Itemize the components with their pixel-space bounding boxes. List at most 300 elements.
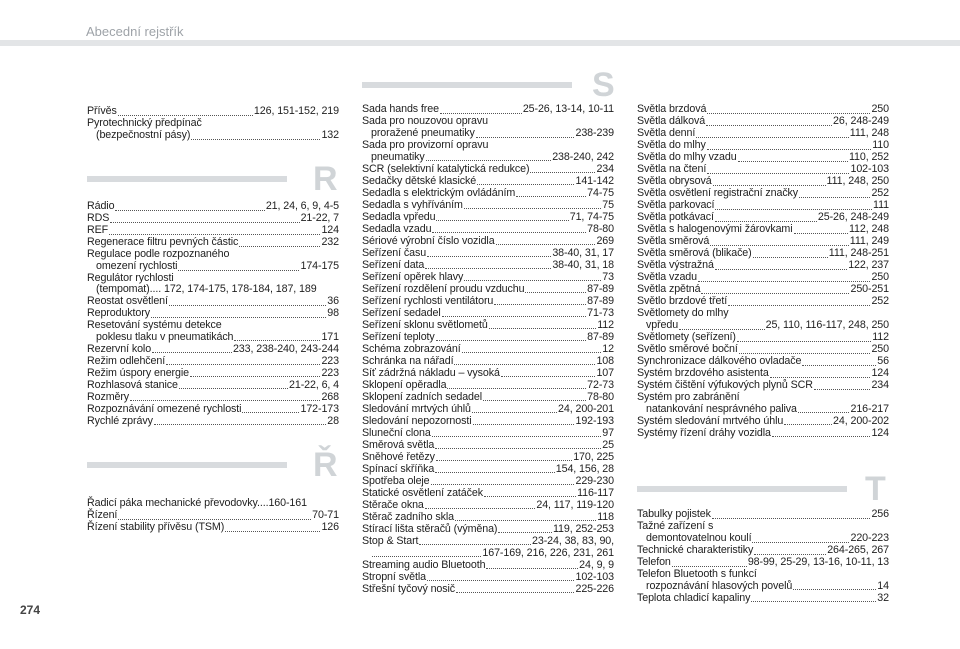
dot-leader (712, 509, 871, 519)
entry-pages: 38-40, 31, 17 (552, 246, 614, 259)
entry-pages: 23-24, 38, 83, 90, (532, 534, 614, 547)
dot-leader (707, 164, 849, 174)
index-entry (87, 308, 339, 320)
entry-term: Rozměry (87, 390, 130, 403)
entry-pages: 250-251 (850, 283, 889, 296)
dot-leader (151, 308, 326, 318)
dot-leader (679, 320, 765, 330)
index-entry (637, 380, 889, 392)
index-entry (637, 403, 889, 415)
index-column-1-r (87, 201, 339, 427)
header-bar (0, 40, 960, 46)
index-entry (637, 248, 889, 260)
dot-leader (178, 261, 299, 271)
entry-pages: 28 (327, 414, 339, 427)
entry-pages: 14 (877, 579, 889, 592)
entry-pages: 21, 24, 6, 9, 4-5 (265, 200, 339, 213)
dot-leader (516, 187, 586, 197)
index-entry (362, 463, 614, 475)
index-entry (87, 225, 339, 237)
entry-term: Rezervní kolo (87, 342, 152, 355)
entry-term: Světlo směrové boční (637, 343, 738, 355)
dot-leader (494, 295, 586, 305)
entry-term: rozpoznávání hlasových povelů (646, 579, 793, 592)
dot-leader (476, 128, 575, 138)
index-entry: Sada pro nouzovou opravu (362, 115, 488, 127)
index-entry (637, 164, 889, 176)
entry-term: demontovatelnou koulí (646, 532, 752, 544)
index-entry (87, 510, 339, 522)
index-entry (362, 535, 614, 547)
entry-term: SCR (selektivní katalytická redukce) (362, 162, 530, 175)
dot-leader (738, 152, 848, 162)
entry-pages: 98-99, 25-29, 13-16, 10-11, 13 (747, 556, 889, 568)
entry-pages: 111, 248 (849, 127, 889, 140)
entry-term: Světlomety (seřízení) (637, 331, 736, 343)
section-letter-t: T (865, 470, 886, 508)
dot-leader (814, 380, 871, 390)
entry-term: Sklopení opěradla (362, 378, 447, 391)
entry-pages: 124 (321, 224, 339, 237)
index-column-1-rr (87, 498, 339, 534)
entry-pages: 238-239 (575, 127, 614, 139)
entry-term: Spotřeba oleje (362, 474, 430, 487)
dot-leader (802, 356, 876, 366)
entry-term: Stírací lišta stěračů (výměna) (362, 522, 498, 535)
dot-leader (432, 223, 586, 233)
index-entry (637, 200, 889, 212)
index-entry: Tažné zařízení s (637, 520, 714, 532)
dot-leader (442, 307, 587, 317)
entry-term: Střešní tyčový nosič (362, 582, 456, 595)
index-entry (362, 487, 614, 499)
index-entry (362, 199, 614, 211)
entry-pages: 233, 238-240, 243-244 (232, 342, 339, 355)
entry-term: Seřízení rozdělení proudu vzduchu (362, 282, 525, 295)
entry-pages: 256 (871, 508, 889, 521)
dot-leader (715, 212, 817, 222)
entry-pages: 108 (596, 354, 614, 367)
index-entry (637, 533, 889, 545)
index-entry (362, 499, 614, 511)
entry-term: Režim úspory energie (87, 366, 189, 379)
dot-leader (166, 355, 320, 365)
entry-term: Seřízení sklonu světlometů (362, 318, 488, 331)
dot-leader (484, 487, 576, 497)
entry-pages: 24, 200-202 (833, 414, 889, 427)
index-entry (362, 343, 614, 355)
index-entry (362, 559, 614, 571)
index-entry (637, 284, 889, 296)
entry-pages: 250 (871, 343, 889, 355)
index-entry: (tempomat).... 172, 174-175, 178-184, 187, 189 (96, 283, 317, 296)
dot-leader (426, 151, 552, 161)
dot-leader (793, 580, 876, 590)
entry-term: RDS (87, 212, 110, 225)
entry-term: Synchronizace dálkového ovladače (637, 355, 802, 367)
index-column-3-top (637, 104, 889, 439)
entry-term: Světla vzadu (637, 271, 697, 284)
entry-term: Seřízení sedadel (362, 306, 441, 319)
dot-leader (436, 451, 572, 461)
entry-pages: 111 (873, 199, 889, 212)
entry-pages: 119, 252-253 (553, 522, 614, 535)
entry-pages: 97 (602, 426, 614, 439)
entry-term: Teplota chladicí kapaliny (637, 591, 751, 604)
dot-leader (751, 592, 876, 602)
page-number: 274 (20, 603, 41, 617)
dot-leader (715, 260, 847, 270)
entry-term: Stropní světla (362, 570, 426, 583)
index-entry (637, 415, 889, 427)
section-rr-divider (87, 438, 339, 496)
entry-term: Systém brzdového asistenta (637, 367, 769, 379)
entry-pages: 102-103 (850, 163, 889, 176)
index-entry (87, 343, 339, 355)
index-entry (87, 391, 339, 403)
entry-pages: 174-175 (300, 260, 339, 272)
index-entry (362, 439, 614, 451)
entry-term: Rádio (87, 200, 115, 213)
entry-pages: 32 (877, 591, 889, 604)
index-entry (362, 511, 614, 523)
index-entry (87, 261, 339, 273)
entry-term: Světla dálková (637, 115, 706, 128)
entry-term: Systémy řízení dráhy vozidla (637, 426, 771, 439)
entry-term: Sledování mrtvých úhlů (362, 402, 471, 415)
entry-term: Sériové výrobní číslo vozidla (362, 234, 495, 247)
dot-leader (715, 200, 872, 210)
entry-pages: 25-26, 13-14, 10-11 (522, 103, 614, 116)
index-entry (87, 331, 339, 343)
entry-pages: 216-217 (850, 402, 889, 415)
entry-term: Systém sledování mrtvého úhlu (637, 414, 784, 427)
entry-term: Světla směrová (637, 235, 710, 248)
index-entry (637, 332, 889, 344)
dot-leader (754, 545, 826, 555)
entry-term: Seřízení rychlosti ventilátoru (362, 294, 494, 307)
dot-leader (109, 225, 320, 235)
index-entry (362, 331, 614, 343)
index-entry (637, 272, 889, 284)
entry-term: natankování nesprávného paliva (646, 402, 797, 415)
entry-pages: 21-22, 7 (300, 212, 339, 225)
index-entry (362, 415, 614, 427)
entry-term: Stop & Start (362, 534, 419, 547)
dot-leader (152, 343, 232, 353)
dot-leader (425, 499, 536, 509)
entry-term: Řízení stability přívěsu (TSM) (87, 521, 225, 533)
index-entry (362, 403, 614, 415)
entry-term: Sedadla vzadu (362, 222, 432, 235)
entry-pages: 238-240, 242 (552, 150, 614, 163)
entry-term: Stěrač zadního skla (362, 510, 454, 523)
dot-leader (234, 331, 320, 341)
entry-term: Světla do mlhy vzadu (637, 151, 737, 164)
entry-pages: 73 (602, 270, 614, 283)
entry-pages: 12 (602, 342, 614, 355)
dot-leader (432, 427, 602, 437)
dot-leader (239, 237, 320, 247)
index-entry (637, 260, 889, 272)
entry-term: Řízení (87, 509, 118, 521)
entry-term: Síť zádržná nákladu – vysoká (362, 366, 500, 379)
dot-leader (798, 403, 850, 413)
index-entry (362, 128, 614, 140)
entry-term: Stěrače okna (362, 498, 424, 511)
index-entry: Pyrotechnický předpínač (87, 117, 202, 129)
entry-pages: 223 (321, 366, 339, 379)
entry-term: Světla na čtení (637, 163, 707, 176)
dot-leader (707, 104, 870, 114)
index-entry (362, 283, 614, 295)
dot-leader (501, 367, 596, 377)
index-entry (87, 367, 339, 379)
entry-term: Systém čištění výfukových plynů SCR (637, 379, 813, 391)
dot-leader (436, 211, 568, 221)
dot-leader (427, 571, 575, 581)
entry-term: proražené pneumatiky (371, 127, 475, 139)
entry-pages: 118 (597, 510, 614, 523)
dot-leader (435, 439, 601, 449)
index-entry (362, 427, 614, 439)
entry-pages: 25-26, 248-249 (817, 211, 889, 224)
entry-pages: 229-230 (575, 474, 614, 487)
entry-pages: 264-265, 267 (827, 544, 889, 556)
index-entry (637, 545, 889, 557)
entry-pages: 172-173 (300, 402, 339, 415)
index-entry: Světlomety do mlhy (637, 307, 729, 319)
entry-term: Sklopení zadních sedadel (362, 390, 483, 403)
dot-leader (753, 248, 828, 258)
index-entry (87, 130, 339, 142)
entry-term: Rozpoznávání omezené rychlosti (87, 402, 242, 415)
entry-pages: 269 (596, 234, 614, 247)
dot-leader (710, 236, 849, 246)
index-entry: Řadicí páka mechanické převodovky....160-161 (87, 497, 307, 509)
index-entry (637, 152, 889, 164)
dot-leader (169, 296, 326, 306)
entry-pages: 112, 248 (848, 223, 889, 236)
entry-term: Světla osvětlení registrační značky (637, 187, 799, 200)
index-entry (362, 151, 614, 163)
entry-term: Rozhlasová stanice (87, 378, 178, 391)
dot-leader (696, 128, 849, 138)
entry-pages: 111, 249 (849, 235, 889, 248)
page-header-title: Abecední rejstřík (86, 24, 196, 39)
index-entry (362, 271, 614, 283)
entry-pages: 141-142 (575, 174, 614, 187)
entry-term: Směrová světla (362, 438, 435, 451)
dot-leader (372, 547, 481, 557)
index-entry (637, 176, 889, 188)
entry-pages: 107 (596, 366, 614, 379)
section-letter-rr: Ř (313, 446, 338, 484)
index-entry (637, 236, 889, 248)
entry-pages: 26, 248-249 (833, 115, 889, 128)
entry-pages: 132 (321, 129, 339, 141)
index-entry (362, 571, 614, 583)
index-entry: Regulátor rychlosti (87, 271, 174, 284)
entry-pages: 232 (321, 236, 339, 249)
entry-term: Sněhové řetězy (362, 450, 435, 463)
dot-leader (118, 510, 311, 520)
index-entry (637, 427, 889, 439)
dot-leader (225, 522, 320, 532)
entry-pages: 124 (871, 367, 889, 379)
entry-term: Seřízení data (362, 258, 425, 271)
dot-leader (435, 463, 555, 473)
dot-leader (486, 559, 578, 569)
entry-term: Sedadla vpředu (362, 210, 436, 223)
index-entry (362, 451, 614, 463)
entry-pages: 24, 200-201 (558, 402, 614, 415)
dot-leader (706, 116, 832, 126)
entry-pages: 24, 117, 119-120 (536, 498, 614, 511)
dot-leader (784, 415, 832, 425)
entry-pages: 250 (871, 271, 889, 284)
entry-pages: 112 (597, 318, 614, 331)
index-entry (637, 128, 889, 140)
entry-term: Schéma zobrazování (362, 342, 461, 355)
index-entry (362, 163, 614, 175)
dot-leader (794, 224, 848, 234)
entry-pages: 78-80 (587, 222, 614, 235)
dot-leader (483, 391, 586, 401)
dot-leader (462, 343, 602, 353)
index-entry (362, 475, 614, 487)
entry-term: Seřízení času (362, 246, 427, 259)
dot-leader (110, 213, 299, 223)
dot-leader (154, 415, 326, 425)
index-entry (362, 259, 614, 271)
index-entry (87, 522, 339, 534)
entry-term: Světla výstražná (637, 259, 714, 272)
entry-pages: 234 (871, 379, 889, 391)
index-entry: Resetování systému detekce (87, 318, 222, 331)
entry-pages: 36 (327, 295, 339, 308)
index-entry: Sada pro provizorní opravu (362, 138, 489, 151)
entry-term: Sedadla s elektrickým ovládáním (362, 186, 516, 199)
entry-term: Světla brzdová (637, 103, 707, 116)
dot-leader (707, 140, 872, 150)
entry-term: Světla zpětná (637, 283, 701, 296)
index-entry (637, 580, 889, 592)
entry-pages: 252 (871, 295, 889, 308)
entry-pages: 78-80 (587, 390, 614, 403)
entry-term: Sedačky dětské klasické (362, 174, 477, 187)
dot-leader (473, 415, 575, 425)
entry-pages: 234 (596, 162, 614, 175)
entry-pages: 87-89 (587, 282, 614, 295)
entry-term: Světla směrová (blikače) (637, 247, 752, 260)
entry-term: poklesu tlaku v pneumatikách (96, 330, 234, 343)
dot-leader (472, 403, 557, 413)
index-column-2-s (362, 104, 614, 595)
entry-term: Rychlé zprávy (87, 414, 153, 427)
entry-pages: 102-103 (575, 570, 614, 583)
entry-term: Sada hands free (362, 103, 439, 116)
index-entry (637, 320, 889, 332)
index-entry (637, 344, 889, 356)
entry-pages: 126, 151-152, 219 (253, 105, 339, 118)
entry-term: Sledování nepozornosti (362, 414, 472, 427)
dot-leader (672, 557, 747, 567)
entry-pages: 110, 252 (848, 151, 889, 164)
entry-term: Telefon (637, 556, 671, 568)
dot-leader (118, 106, 253, 116)
entry-term: Seřízení opěrek hlavy (362, 270, 464, 283)
index-entry (362, 175, 614, 187)
index-entry (362, 307, 614, 319)
entry-pages: 71, 74-75 (569, 210, 614, 223)
dot-leader (701, 284, 849, 294)
section-letter-r: R (313, 160, 338, 198)
entry-pages: 74-75 (587, 186, 614, 199)
entry-term: Světla parkovací (637, 199, 715, 212)
index-entry (362, 235, 614, 247)
dot-leader (427, 247, 551, 257)
entry-term: Seřízení teploty (362, 330, 435, 343)
index-entry (637, 356, 889, 368)
entry-term: Streaming audio Bluetooth (362, 558, 486, 571)
entry-term: Reostat osvětlení (87, 295, 168, 308)
entry-term: (bezpečnostní pásy) (96, 129, 191, 141)
index-entry (362, 547, 614, 559)
dot-leader (770, 368, 871, 378)
entry-term: Reproduktory (87, 307, 150, 320)
dot-leader (431, 475, 575, 485)
entry-term: REF (87, 224, 109, 237)
entry-term: Světla denní (637, 127, 696, 140)
entry-pages: 111, 248, 250 (826, 175, 889, 188)
dot-leader (242, 403, 299, 413)
dot-leader (698, 272, 870, 282)
index-column-3-t (637, 509, 889, 604)
index-entry (362, 187, 614, 199)
index-entry (637, 104, 889, 116)
dot-leader (728, 296, 870, 306)
dot-leader (454, 355, 595, 365)
dot-leader (436, 331, 586, 341)
entry-pages: 98 (327, 307, 339, 320)
entry-pages: 171 (321, 330, 339, 343)
index-entry (362, 295, 614, 307)
index-entry (637, 188, 889, 200)
index-entry (362, 583, 614, 595)
dot-leader (772, 427, 871, 437)
dot-leader (464, 199, 602, 209)
dot-leader (737, 332, 871, 342)
entry-pages: 223 (321, 354, 339, 367)
index-entry (637, 224, 889, 236)
entry-pages: 252 (871, 187, 889, 200)
entry-term: Technické charakteristiky (637, 544, 754, 556)
index-entry (362, 391, 614, 403)
index-entry (87, 403, 339, 415)
index-entry (87, 379, 339, 391)
entry-pages: 72-73 (587, 378, 614, 391)
entry-pages: 154, 156, 28 (555, 462, 614, 475)
dot-leader (419, 535, 531, 545)
entry-term: Schránka na nářadí (362, 354, 454, 367)
entry-pages: 21-22, 6, 4 (289, 378, 339, 391)
index-entry (87, 213, 339, 225)
entry-term: Světla do mlhy (637, 139, 706, 152)
entry-pages: 112 (872, 331, 889, 343)
entry-term: Statické osvětlení zatáček (362, 486, 483, 499)
dot-leader (425, 259, 551, 269)
